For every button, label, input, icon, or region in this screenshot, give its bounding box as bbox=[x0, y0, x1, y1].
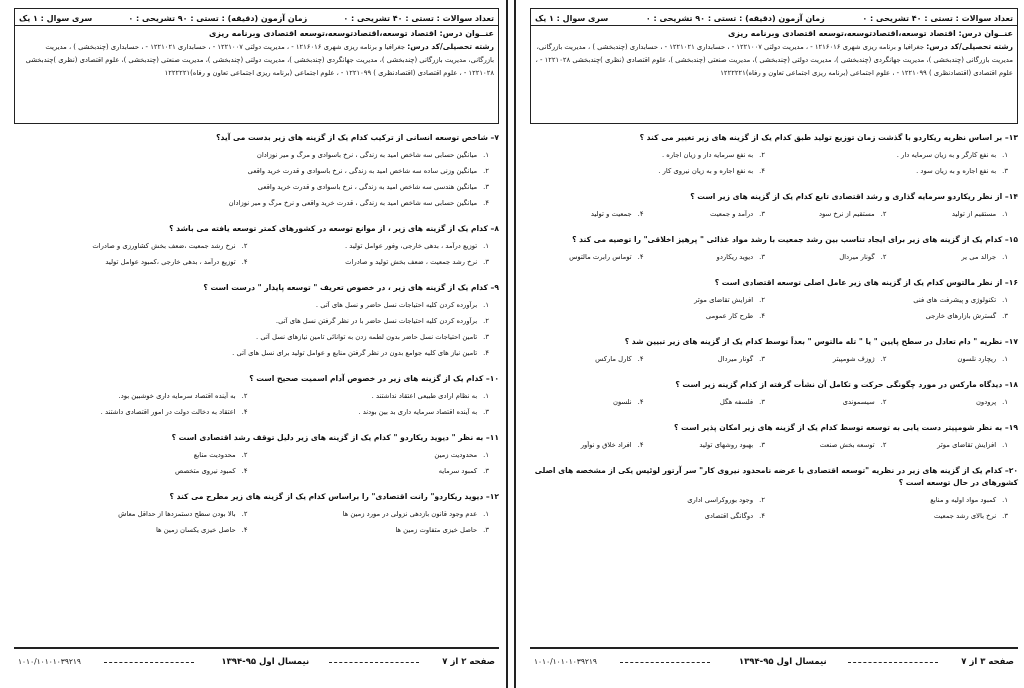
option-number: ۱. bbox=[1002, 151, 1008, 159]
option-text: محدودیت زمین bbox=[434, 451, 478, 459]
question-count: تعداد سوالات : تستی : ۴۰ تشریحی : ۰ bbox=[343, 13, 494, 23]
answer-option[interactable] bbox=[773, 151, 1008, 159]
option-number: ۴. bbox=[483, 199, 489, 207]
option-text: درآمد و جمعیت bbox=[710, 210, 754, 218]
page-number: صفحه ۳ از ۷ bbox=[961, 657, 1014, 667]
option-number: ۱. bbox=[1002, 210, 1008, 218]
answer-option[interactable] bbox=[530, 496, 765, 504]
answer-option[interactable] bbox=[773, 441, 887, 449]
option-text: کمبود مواد اولیه و منابع bbox=[930, 496, 997, 504]
option-text: کمبود نیروی متخصص bbox=[175, 467, 236, 475]
option-text: به نفع کارگر و به زیان سرمایه دار . bbox=[896, 151, 997, 159]
option-number: ۴. bbox=[241, 526, 248, 534]
option-text: توزیع درآمد ، بدهی خارجی، وفور عوامل تولید . bbox=[344, 242, 478, 250]
option-text: وجود بوروکراسی اداری bbox=[687, 496, 754, 504]
option-number: ۱. bbox=[1002, 355, 1008, 363]
option-number: ۴. bbox=[637, 210, 644, 218]
option-number: ۲. bbox=[759, 496, 765, 504]
answer-option[interactable] bbox=[14, 451, 248, 459]
option-list bbox=[530, 441, 1008, 449]
course-title: اقتصاد توسعه،اقتصادتوسعه،توسعه اقتصادی وبرنامه ریزی bbox=[208, 29, 440, 38]
option-text: به آینده اقتصاد سرمایه داری خوشبین بود. bbox=[118, 392, 236, 400]
option-number: ۲. bbox=[880, 253, 887, 261]
answer-option[interactable] bbox=[530, 210, 644, 218]
question-text: ۱۷– نظریه " دام تعادل در سطح پایین " یا " تله مالتوس " بعداً توسط کدام یک از گزینه های زیر تبیین شد ؟ bbox=[624, 337, 1018, 346]
major-label: رشته تحصیلی/کد درس: bbox=[926, 42, 1013, 51]
option-number: ۴. bbox=[637, 441, 644, 449]
option-text: میانگین وزنی ساده سه شاخص امید به زندگی ، نرخ باسوادی و قدرت خرید واقعی bbox=[247, 167, 478, 175]
option-text: بهبود روشهای تولید bbox=[699, 441, 754, 449]
option-number: ۱. bbox=[1002, 441, 1008, 449]
option-text: محدودیت منابع bbox=[193, 451, 236, 459]
option-number: ۱. bbox=[483, 301, 489, 309]
option-list bbox=[530, 253, 1008, 261]
answer-option[interactable] bbox=[14, 301, 489, 309]
answer-option[interactable] bbox=[773, 210, 887, 218]
answer-option[interactable] bbox=[895, 210, 1009, 218]
option-text: برآورده کردن کلیه احتیاجات نسل حاضر با در نظر گرفتن نسل های آتی. bbox=[275, 317, 478, 325]
option-text: افزایش تقاضای موثر bbox=[694, 296, 754, 304]
answer-option[interactable] bbox=[256, 451, 490, 459]
option-text: جمعیت و تولید bbox=[590, 210, 632, 218]
option-text: طرح کار عمومی bbox=[705, 312, 754, 320]
option-number: ۲. bbox=[759, 296, 765, 304]
option-number: ۳. bbox=[759, 441, 765, 449]
option-number: ۲. bbox=[880, 441, 887, 449]
answer-option[interactable] bbox=[14, 392, 248, 400]
option-text: تامین نیاز های کلیه جوامع بدون در نظر گرفتن منابع و عوامل تولید برای نسل های آتی . bbox=[232, 349, 478, 357]
option-number: ۱. bbox=[483, 392, 489, 400]
term-label: نیمسال اول ۹۵-۱۳۹۴ bbox=[738, 657, 827, 667]
question-text: ۱۲– دیوید ریکاردو" رانت اقتصادی" را براساس کدام یک از گزینه های زیر مطرح می کند ؟ bbox=[169, 492, 499, 501]
option-list bbox=[530, 296, 1008, 320]
exam-page-left bbox=[0, 0, 505, 688]
option-list bbox=[530, 355, 1008, 363]
answer-option[interactable] bbox=[530, 167, 765, 175]
option-text: برآورده کردن کلیه احتیاجات نسل حاضر و نسل های آتی . bbox=[315, 301, 478, 309]
option-number: ۴. bbox=[637, 253, 644, 261]
answer-option[interactable] bbox=[14, 526, 248, 534]
answer-option[interactable] bbox=[530, 441, 644, 449]
answer-option[interactable] bbox=[652, 253, 766, 261]
option-number: ۲. bbox=[483, 167, 489, 175]
option-number: ۴. bbox=[637, 398, 644, 406]
answer-option[interactable] bbox=[14, 258, 248, 266]
page-number: صفحه ۲ از ۷ bbox=[442, 657, 495, 667]
option-number: ۲. bbox=[880, 210, 887, 218]
answer-option[interactable] bbox=[530, 151, 765, 159]
option-text: به نظام ارادی طبیعی اعتقاد نداشتند . bbox=[371, 392, 478, 400]
option-number: ۱. bbox=[483, 510, 489, 518]
answer-option[interactable] bbox=[256, 467, 490, 475]
option-text: مستقیم از نرخ سود bbox=[818, 210, 875, 218]
option-number: ۱. bbox=[1002, 398, 1008, 406]
option-number: ۳. bbox=[1002, 312, 1008, 320]
option-number: ۴. bbox=[759, 512, 765, 520]
option-text: دیوید ریکاردو bbox=[716, 253, 754, 261]
exam-header bbox=[530, 8, 1018, 124]
option-number: ۴. bbox=[241, 408, 248, 416]
answer-option[interactable] bbox=[256, 258, 490, 266]
answer-option[interactable] bbox=[530, 253, 644, 261]
option-number: ۳. bbox=[759, 355, 765, 363]
answer-option[interactable] bbox=[14, 167, 489, 175]
option-number: ۲. bbox=[759, 151, 765, 159]
option-number: ۲. bbox=[241, 451, 248, 459]
option-text: سیسموندی bbox=[842, 398, 875, 406]
option-text: به آینده اقتصاد سرمایه داری بد بین بودند . bbox=[358, 408, 478, 416]
answer-option[interactable] bbox=[530, 296, 765, 304]
option-number: ۳. bbox=[759, 210, 765, 218]
option-number: ۲. bbox=[241, 510, 248, 518]
course-title: اقتصاد توسعه،اقتصادتوسعه،توسعه اقتصادی وبرنامه ریزی bbox=[727, 29, 959, 38]
option-list bbox=[530, 210, 1008, 218]
option-text: به نفع اجاره و به زیان سود . bbox=[916, 167, 997, 175]
option-number: ۳. bbox=[483, 467, 489, 475]
option-text: تامین احتیاجات نسل حاضر بدون لطمه زدن به توانائی تامین نیازهای نسل آتی . bbox=[256, 333, 478, 341]
option-list bbox=[14, 510, 489, 534]
option-list bbox=[14, 151, 489, 207]
option-number: ۱. bbox=[1002, 253, 1008, 261]
option-number: ۳. bbox=[483, 333, 489, 341]
answer-option[interactable] bbox=[14, 151, 489, 159]
option-text: توزیع درآمد ، بدهی خارجی ،کمبود عوامل تولید bbox=[105, 258, 236, 266]
answer-option[interactable] bbox=[895, 253, 1009, 261]
answer-option[interactable] bbox=[256, 526, 490, 534]
question-series: سری سوال : ۱ یک bbox=[535, 13, 609, 23]
question-list bbox=[530, 132, 1018, 536]
option-text: بالا بودن سطح دستمزدها از حداقل معاش bbox=[118, 510, 236, 518]
exam-header bbox=[14, 8, 499, 124]
option-text: جرالد می یر bbox=[961, 253, 997, 261]
exam-page-right bbox=[516, 0, 1024, 688]
answer-option[interactable] bbox=[14, 349, 489, 357]
page-footer bbox=[14, 647, 499, 675]
option-number: ۲. bbox=[880, 355, 887, 363]
question-text: ۷– شاخص توسعه انسانی از ترکیب کدام یک از گزینه های زیر بدست می آید؟ bbox=[216, 133, 499, 142]
question-text: ۱۳– بر اساس نظریه ریکاردو با گذشت زمان توزیع تولید طبق کدام یک از گزینه های زیر تغییر می کند ؟ bbox=[639, 133, 1018, 142]
page-footer bbox=[530, 647, 1018, 675]
major-label: رشته تحصیلی/کد درس: bbox=[407, 42, 494, 51]
option-number: ۱. bbox=[483, 242, 489, 250]
answer-option[interactable] bbox=[14, 467, 248, 475]
option-list bbox=[14, 301, 489, 357]
answer-option[interactable] bbox=[773, 312, 1008, 320]
answer-option[interactable] bbox=[652, 355, 766, 363]
option-number: ۳. bbox=[483, 183, 489, 191]
option-text: مستقیم از تولید bbox=[951, 210, 997, 218]
answer-option[interactable] bbox=[14, 408, 248, 416]
answer-option[interactable] bbox=[14, 183, 489, 191]
question-text: ۱۱– به نظر " دیوید ریکاردو " کدام یک از گزینه های زیر دلیل توقف رشد اقتصادی است ؟ bbox=[171, 433, 499, 442]
option-number: ۴. bbox=[241, 467, 248, 475]
option-number: ۱. bbox=[1002, 296, 1008, 304]
option-number: ۳. bbox=[1002, 167, 1008, 175]
question-series: سری سوال : ۱ یک bbox=[19, 13, 93, 23]
answer-option[interactable] bbox=[652, 441, 766, 449]
answer-option[interactable] bbox=[530, 512, 765, 520]
option-text: ریچارد نلسون bbox=[957, 355, 997, 363]
answer-option[interactable] bbox=[14, 199, 489, 207]
option-text: فلسفه هگل bbox=[719, 398, 754, 406]
footer-divider bbox=[329, 662, 419, 663]
exam-time: زمان آزمون (دقیقه) : تستی : ۹۰ تشریحی : ۰ bbox=[645, 13, 825, 23]
answer-option[interactable] bbox=[14, 242, 248, 250]
option-number: ۳. bbox=[483, 258, 489, 266]
answer-option[interactable] bbox=[256, 408, 490, 416]
option-text: اعتقاد به دخالت دولت در امور اقتصادی داشتند . bbox=[100, 408, 236, 416]
question-text: ۸– کدام یک از گزینه های زیر ، از موانع توسعه در کشورهای کمتر توسعه یافته می باشد ؟ bbox=[169, 224, 499, 233]
question-text: ۲۰– کدام یک از گزینه های زیر در نظریه "توسعه اقتصادی با عرضه نامحدود نیروی کار" سر آرتور لوئیس یکی از مشخصه های اصلی کشورهای در حال توسعه است ؟ bbox=[534, 466, 1018, 487]
option-text: توماس رابرت مالتوس bbox=[569, 253, 632, 261]
course-label: عنــوان درس: bbox=[958, 29, 1013, 38]
option-list bbox=[14, 242, 489, 266]
option-text: گونار میردال bbox=[839, 253, 875, 261]
footer-divider bbox=[104, 662, 194, 663]
major-list: جغرافیا و برنامه ریزی شهری ۱۲۱۶۰۱۶ - ، مدیریت دولتی ۱۲۲۱۰۰۷ - ، حسابداری ۱۲۲۱۰۲۱ - ، حسابداری (چندبخشی ) ، مدیریت بازرگانی، مدیریت بازرگانی (چندبخشی )، مدیریت جهانگردی (چندبخشی )، مدیریت دولتی (چندبخشی )، مدیریت صنعتی (چندبخشی )، علوم اقتصادی (نظری )چندبخشی ۱۲۲۱۰۲۸ - ، علوم اقتصادی (اقتصادنظری ) ۱۲۲۱۰۹۹ - ، علوم اجتماعی (برنامه ریزی اجتماعی تعاون و رفاه)۱۲۲۲۲۲۱ bbox=[25, 43, 494, 77]
option-list bbox=[14, 451, 489, 475]
answer-option[interactable] bbox=[773, 253, 887, 261]
question-count: تعداد سوالات : تستی : ۴۰ تشریحی : ۰ bbox=[862, 13, 1013, 23]
option-text: ژوزف شومپیتر bbox=[832, 355, 875, 363]
answer-option[interactable] bbox=[530, 355, 644, 363]
answer-option[interactable] bbox=[256, 510, 490, 518]
answer-option[interactable] bbox=[256, 392, 490, 400]
option-number: ۱. bbox=[1002, 496, 1008, 504]
option-number: ۲. bbox=[241, 392, 248, 400]
option-text: تکنولوژی و پیشرفت های فنی bbox=[913, 296, 997, 304]
option-number: ۲. bbox=[241, 242, 248, 250]
option-text: نلسون bbox=[612, 398, 632, 406]
answer-option[interactable] bbox=[14, 510, 248, 518]
option-number: ۴. bbox=[637, 355, 644, 363]
question-text: ۹– کدام یک از گزینه های زیر ، در خصوص تعریف " توسعه پایدار " درست است ؟ bbox=[203, 283, 499, 292]
answer-option[interactable] bbox=[652, 398, 766, 406]
answer-option[interactable] bbox=[773, 512, 1008, 520]
question-text: ۱۹– به نظر شومپیتر دست یابی به توسعه توسط کدام یک از گزینه های زیر امکان پذیر است ؟ bbox=[674, 423, 1018, 432]
question-text: ۱۸– دیدگاه مارکس در مورد چگونگی حرکت و تکامل آن نشأت گرفته از کدام گزینه زیر است ؟ bbox=[675, 380, 1018, 389]
option-text: میانگین هندسی سه شاخص امید به زندگی ، نرخ باسوادی و قدرت خرید واقعی bbox=[257, 183, 478, 191]
option-number: ۴. bbox=[759, 167, 765, 175]
option-list bbox=[14, 392, 489, 416]
major-list: جغرافیا و برنامه ریزی شهری ۱۲۱۶۰۱۶ - ، مدیریت دولتی ۱۲۲۱۰۰۷ - ، حسابداری ۱۲۲۱۰۲۱ - ، حسابداری (چندبخشی ) ، مدیریت بازرگانی، مدیریت بازرگانی (چندبخشی )، مدیریت جهانگردی (چندبخشی )، مدیریت دولتی (چندبخشی )، مدیریت صنعتی (چندبخشی )، علوم اقتصادی (نظری )چندبخشی ۱۲۲۱۰۲۸ - ، علوم اقتصادی (اقتصادنظری ) ۱۲۲۱۰۹۹ - ، علوم اجتماعی (برنامه ریزی اجتماعی تعاون و رفاه)۱۲۲۲۲۲۱ bbox=[535, 43, 1013, 77]
term-label: نیمسال اول ۹۵-۱۳۹۴ bbox=[221, 657, 310, 667]
option-text: افراد خلاق و نوآور bbox=[580, 441, 632, 449]
exam-time: زمان آزمون (دقیقه) : تستی : ۹۰ تشریحی : ۰ bbox=[128, 13, 308, 23]
question-text: ۱۶– از نظر مالتوس کدام یک از گزینه های زیر عامل اصلی توسعه اقتصادی است ؟ bbox=[714, 278, 1018, 287]
question-list bbox=[14, 132, 499, 550]
option-number: ۱. bbox=[483, 451, 489, 459]
option-text: گونار میردال bbox=[717, 355, 754, 363]
answer-option[interactable] bbox=[256, 242, 490, 250]
answer-option[interactable] bbox=[895, 441, 1009, 449]
option-text: نرخ بالای رشد جمعیت bbox=[933, 512, 997, 520]
exam-code: ۱۰۱۰/۱۰۱۰۱۰۳۹۲۱۹ bbox=[534, 657, 597, 666]
answer-option[interactable] bbox=[773, 355, 887, 363]
option-text: حاصل خیزی متفاوت زمین ها bbox=[395, 526, 478, 534]
answer-option[interactable] bbox=[530, 398, 644, 406]
answer-option[interactable] bbox=[773, 496, 1008, 504]
answer-option[interactable] bbox=[773, 296, 1008, 304]
footer-divider bbox=[848, 662, 938, 663]
option-text: به نفع سرمایه دار و زیان اجاره . bbox=[661, 151, 754, 159]
course-label: عنــوان درس: bbox=[439, 29, 494, 38]
option-text: میانگین حسابی سه شاخص امید به زندگی ، نرخ باسوادی و مرگ و میر نوزادان bbox=[256, 151, 478, 159]
option-number: ۳. bbox=[483, 526, 489, 534]
option-text: کارل مارکس bbox=[595, 355, 632, 363]
option-number: ۳. bbox=[759, 398, 765, 406]
answer-option[interactable] bbox=[14, 317, 489, 325]
page-border bbox=[506, 0, 508, 688]
footer-divider bbox=[620, 662, 710, 663]
option-text: دوگانگی اقتصادی bbox=[704, 512, 754, 520]
option-number: ۱. bbox=[483, 151, 489, 159]
answer-option[interactable] bbox=[14, 333, 489, 341]
option-text: به نفع اجاره و به زیان نیروی کار . bbox=[658, 167, 754, 175]
option-text: نرخ رشد جمعیت ،ضعف بخش کشاورزی و صادرات bbox=[92, 242, 236, 250]
option-number: ۳. bbox=[1002, 512, 1008, 520]
option-list bbox=[530, 398, 1008, 406]
option-text: افزایش تقاضای موثر bbox=[937, 441, 997, 449]
question-text: ۱۴– از نظر ریکاردو سرمایه گذاری و رشد اقتصادی تابع کدام یک از گزینه های زیر است ؟ bbox=[690, 192, 1018, 201]
option-list bbox=[530, 496, 1008, 520]
option-text: پرودون bbox=[975, 398, 997, 406]
answer-option[interactable] bbox=[652, 210, 766, 218]
option-number: ۴. bbox=[759, 312, 765, 320]
exam-code: ۱۰۱۰/۱۰۱۰۱۰۳۹۲۱۹ bbox=[18, 657, 81, 666]
option-list bbox=[530, 151, 1008, 175]
question-text: ۱۵– کدام یک از گزینه های زیر برای ایجاد تناسب بین رشد جمعیت با رشد مواد غذائی " پرهیز اخلاقی" را توصیه می کند ؟ bbox=[572, 235, 1018, 244]
answer-option[interactable] bbox=[773, 167, 1008, 175]
option-text: کمبود سرمایه bbox=[438, 467, 478, 475]
option-number: ۴. bbox=[241, 258, 248, 266]
option-number: ۴. bbox=[483, 349, 489, 357]
option-text: توسعه بخش صنعت bbox=[819, 441, 875, 449]
option-text: نرخ رشد جمعیت ، ضعف بخش تولید و صادرات bbox=[345, 258, 478, 266]
option-text: گسترش بازارهای خارجی bbox=[925, 312, 997, 320]
option-number: ۳. bbox=[483, 408, 489, 416]
answer-option[interactable] bbox=[895, 398, 1009, 406]
answer-option[interactable] bbox=[530, 312, 765, 320]
option-number: ۳. bbox=[759, 253, 765, 261]
option-number: ۲. bbox=[483, 317, 489, 325]
option-text: میانگین حسابی سه شاخص امید به زندگی ، قدرت خرید واقعی و نرخ مرگ و میر نوزادان bbox=[228, 199, 478, 207]
option-number: ۲. bbox=[880, 398, 887, 406]
question-text: ۱۰– کدام یک از گزینه های زیر در خصوص آدام اسمیت صحیح است ؟ bbox=[249, 374, 499, 383]
answer-option[interactable] bbox=[895, 355, 1009, 363]
answer-option[interactable] bbox=[773, 398, 887, 406]
option-text: حاصل خیزی یکسان زمین ها bbox=[155, 526, 236, 534]
option-text: عدم وجود قانون بازدهی نزولی در مورد زمین ها bbox=[342, 510, 478, 518]
